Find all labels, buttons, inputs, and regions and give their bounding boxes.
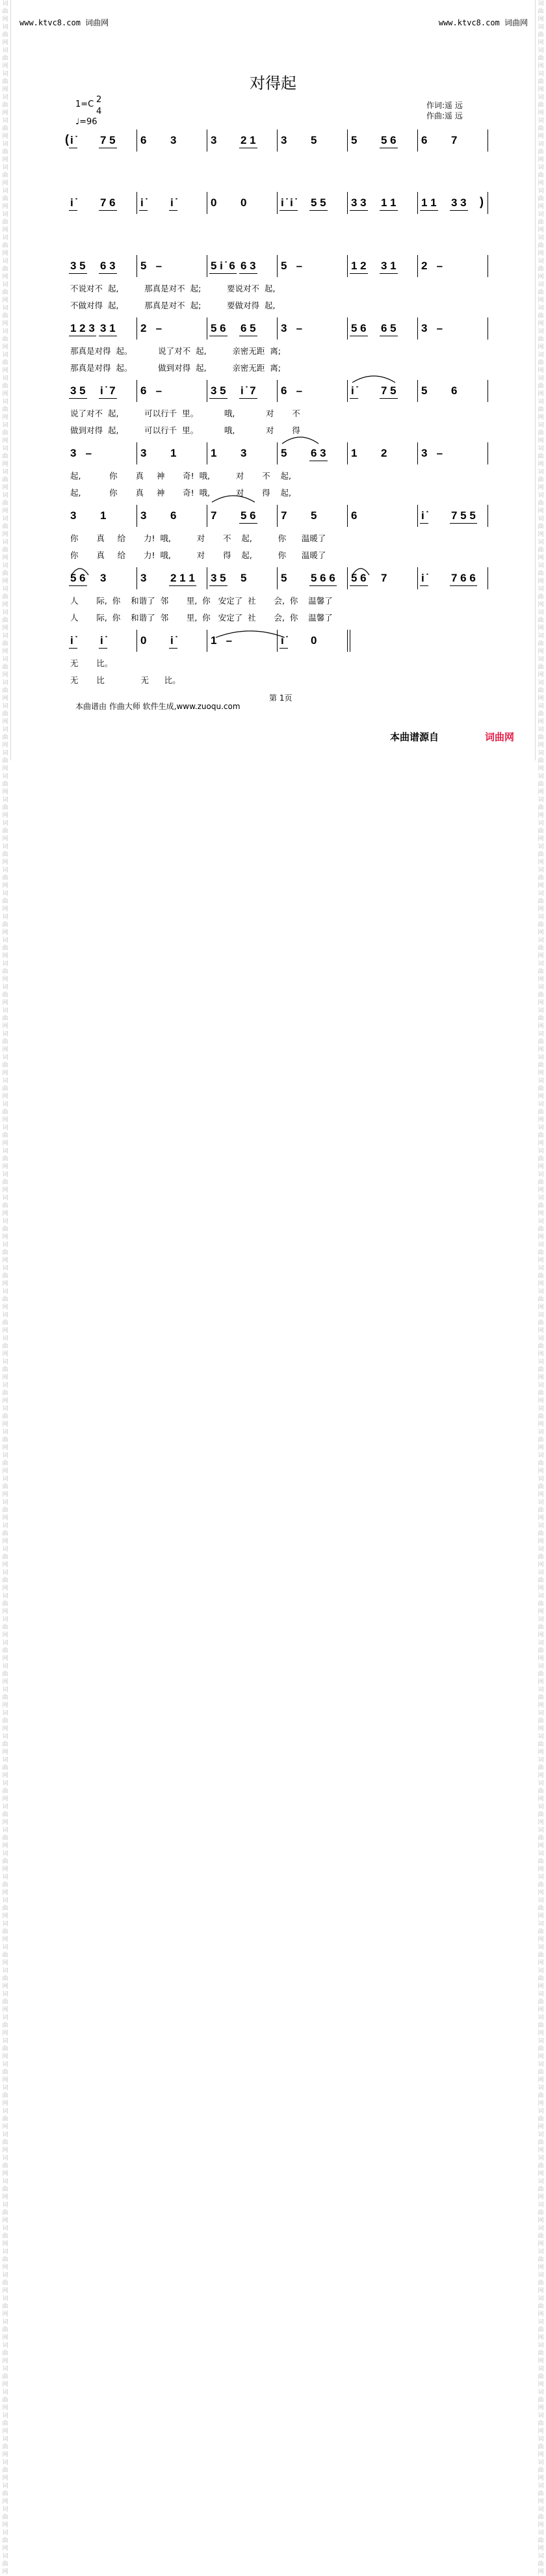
note-group: i ̇: [100, 634, 107, 647]
note-group: 6 3: [240, 260, 256, 272]
lyric-line: 你 真 给 力! 哦, 对 得 起, 你 温暖了: [70, 550, 326, 560]
note-group: 3: [240, 447, 247, 459]
note-group: 6 3: [311, 447, 326, 459]
note-group: 6: [421, 134, 428, 146]
barline: [277, 380, 278, 402]
barline: [347, 380, 348, 402]
barline: [136, 317, 137, 340]
measure: [280, 380, 344, 402]
barline: [417, 129, 418, 152]
measure: [420, 442, 485, 464]
measure: [69, 129, 134, 152]
barline: [136, 255, 137, 277]
note-group: 3: [100, 572, 107, 584]
note-group: 5: [351, 134, 358, 146]
measure: [209, 567, 274, 589]
note-group: i ̇: [70, 196, 77, 209]
note-group: 6: [170, 509, 177, 522]
note-group: 6: [451, 384, 458, 397]
slur-arc: [70, 566, 90, 576]
barline: [277, 317, 278, 340]
slur-arc: [351, 566, 370, 576]
barline: [347, 567, 348, 589]
note-group: 7: [281, 509, 287, 522]
note-group: i ̇ 7: [240, 384, 256, 397]
barline: [417, 567, 418, 589]
note-group: i ̇ 7: [100, 384, 116, 397]
note-group: 3 1: [100, 322, 116, 334]
measure: [209, 505, 274, 527]
barline: [347, 255, 348, 277]
measure: [350, 129, 415, 152]
note-group: 5 i ̇ 6: [211, 260, 235, 272]
note-group: i ̇: [170, 634, 177, 647]
note-group: 0: [211, 196, 217, 209]
note-group: 5: [311, 509, 317, 522]
lyric-line: 说了对不 起, 可以行千 里。 哦, 对 不: [70, 409, 300, 418]
song-title: 对得起: [250, 74, 296, 92]
time-signature-top: 2: [96, 95, 102, 105]
lyric-line: 无 比。: [70, 658, 113, 668]
note-group: 3 3: [451, 196, 467, 209]
note-group: 7 5: [100, 134, 116, 146]
note-group: 1 1: [421, 196, 437, 209]
barline: [277, 505, 278, 527]
barline: [136, 442, 137, 464]
composer-credit: 作曲:遥 远: [426, 111, 463, 120]
barline: [417, 505, 418, 527]
key-signature: 1=C: [75, 100, 94, 109]
measure: [139, 567, 204, 589]
close-paren: ): [480, 195, 484, 208]
measure: [69, 442, 134, 464]
measure: [139, 630, 204, 652]
header-site-left[interactable]: www.ktvc8.com 词曲网: [20, 18, 109, 27]
note-group: 5: [281, 447, 287, 459]
measure: [139, 192, 204, 214]
measure: [209, 129, 274, 152]
measure: [420, 129, 485, 152]
note-group: i ̇: [421, 509, 428, 522]
note-group: 0: [311, 634, 317, 647]
note-group: 5 6: [240, 509, 256, 522]
note-group: 3 5: [211, 572, 226, 584]
source-label: 本曲谱源自: [390, 731, 439, 743]
note-group: 3 3: [351, 196, 367, 209]
note-group: 7: [381, 572, 387, 584]
note-group: i ̇ i ̇: [281, 196, 296, 209]
measure: [139, 255, 204, 277]
barline: [417, 255, 418, 277]
note-group: 5 6 6: [311, 572, 335, 584]
note-group: 7 6 6: [451, 572, 476, 584]
note-group: 5 6: [70, 572, 86, 584]
note-group: i ̇: [170, 196, 177, 209]
measure: [280, 192, 344, 214]
note-group: 3 5: [70, 260, 86, 272]
measure: [69, 380, 134, 402]
measure: [69, 255, 134, 277]
note-group: 1: [100, 509, 107, 522]
note-group: 5 6: [381, 134, 396, 146]
slur-arc: [281, 435, 320, 445]
note-group: 3 5: [211, 384, 226, 397]
note-group: 5: [421, 384, 428, 397]
note-group: 2 –: [140, 322, 162, 334]
note-group: i ̇: [70, 134, 77, 146]
note-group: 7: [211, 509, 217, 522]
brand-link[interactable]: 词曲网: [485, 731, 515, 743]
measure: [420, 255, 485, 277]
barline: [277, 567, 278, 589]
lyric-line: 无 比 无 比。: [70, 675, 181, 685]
note-group: 6 3: [100, 260, 116, 272]
barline: [136, 192, 137, 214]
note-group: 5: [311, 134, 317, 146]
note-group: 1 1: [381, 196, 396, 209]
measure: [209, 317, 274, 340]
note-group: 2 –: [421, 260, 443, 272]
note-group: 5 –: [281, 260, 303, 272]
measure: [280, 630, 344, 652]
note-group: 5 6: [351, 572, 367, 584]
measure: [209, 442, 274, 464]
barline: [136, 505, 137, 527]
note-group: i ̇: [70, 634, 77, 647]
lyric-line: 不说对不 起, 那真是对不 起; 要说对不 起,: [70, 284, 276, 293]
measure: [209, 192, 274, 214]
barline: [277, 192, 278, 214]
barline: [277, 129, 278, 152]
barline: [136, 630, 137, 652]
note-group: 7 5 5: [451, 509, 476, 522]
time-signature-bottom: 4: [96, 107, 102, 116]
note-group: 6 5: [381, 322, 396, 334]
lyric-line: 起, 你 真 神 奇! 哦, 对 不 起,: [70, 471, 292, 481]
barline: [277, 442, 278, 464]
barline: [136, 129, 137, 152]
lyric-line: 不做对得 起, 那真是对不 起; 要做对得 起,: [70, 301, 276, 310]
note-group: 3 –: [421, 447, 443, 459]
measure: [69, 192, 134, 214]
note-group: 3: [281, 134, 287, 146]
note-group: i ̇: [140, 196, 147, 209]
barline: [277, 255, 278, 277]
header-site-right[interactable]: www.ktvc8.com 词曲网: [438, 18, 528, 27]
note-group: 5 5: [311, 196, 326, 209]
note-group: 3 –: [281, 322, 303, 334]
right-watermark-strip: 词曲网词曲网词曲网词曲网词曲网词曲网词曲网词曲网词曲网词曲网词曲网词曲网词曲网词曲网词曲网词曲网词曲网词曲网词曲网词曲网词曲网词曲网词曲网词曲网词曲网词曲网词曲网词曲网词曲网词曲网词曲网词曲网词曲网词曲网词曲网词曲网词曲网词曲网词曲网词曲网词曲网词曲网词曲网词曲网词曲网词曲网词曲网词曲网词曲网词曲网词曲网词曲网词曲网词曲网词曲网词曲网词曲网词曲网词曲网词曲网词曲网词曲网词曲网词曲网词曲网词曲网词曲网词曲网词曲网词曲网词曲网词曲网词曲网词曲网词曲网词曲网词曲网词曲网词曲网词曲网词曲网词曲网词曲网词曲网词曲网词曲网词曲网词曲网词曲网词曲网词曲网词曲网词曲网词曲网词曲网词曲网词曲网词曲网词曲网词曲网词曲网词曲网词曲网词曲网词曲网词曲网词曲网词曲网词曲网词曲网: [535, 0, 546, 760]
note-group: 6 –: [281, 384, 303, 397]
measure: [209, 255, 274, 277]
note-group: 2 1 1: [170, 572, 195, 584]
note-group: 1: [211, 447, 217, 459]
tempo-value: =96: [79, 117, 98, 127]
lyric-line: 那真是对得 起。 做到对得 起, 亲密无距 离;: [70, 363, 281, 373]
note-group: 3 1: [381, 260, 396, 272]
measure: [420, 317, 485, 340]
note-group: 5 6: [211, 322, 226, 334]
note-group: 5 6: [351, 322, 367, 334]
measure: [69, 317, 134, 340]
barline: [136, 380, 137, 402]
measure: [280, 567, 344, 589]
measure: [350, 442, 415, 464]
left-watermark-strip: 词曲网词曲网词曲网词曲网词曲网词曲网词曲网词曲网词曲网词曲网词曲网词曲网词曲网词曲网词曲网词曲网词曲网词曲网词曲网词曲网词曲网词曲网词曲网词曲网词曲网词曲网词曲网词曲网词曲网词曲网词曲网词曲网词曲网词曲网词曲网词曲网词曲网词曲网词曲网词曲网词曲网词曲网词曲网词曲网词曲网词曲网词曲网词曲网词曲网词曲网词曲网词曲网词曲网词曲网词曲网词曲网词曲网词曲网词曲网词曲网词曲网词曲网词曲网词曲网词曲网词曲网词曲网词曲网词曲网词曲网词曲网词曲网词曲网词曲网词曲网词曲网词曲网词曲网词曲网词曲网词曲网词曲网词曲网词曲网词曲网词曲网词曲网词曲网词曲网词曲网词曲网词曲网词曲网词曲网词曲网词曲网词曲网词曲网词曲网词曲网词曲网词曲网词曲网词曲网词曲网词曲网词曲网词曲网词曲网词曲网: [0, 0, 11, 760]
barline: [347, 192, 348, 214]
note-group: 1 2 3: [70, 322, 95, 334]
barline: [417, 442, 418, 464]
barline: [136, 567, 137, 589]
barline: [347, 630, 348, 652]
measure: [350, 317, 415, 340]
measure: [139, 317, 204, 340]
measure: [350, 255, 415, 277]
measure: [139, 129, 204, 152]
note-group: 3: [70, 509, 77, 522]
note-group: 7 5: [381, 384, 396, 397]
measure: [280, 317, 344, 340]
measure: [209, 380, 274, 402]
note-group: 6 –: [140, 384, 162, 397]
note-group: 3: [140, 572, 147, 584]
note-group: 3: [140, 509, 147, 522]
barline: [347, 317, 348, 340]
note-group: 5: [281, 572, 287, 584]
lyric-line: 做到对得 起, 可以行千 里。 哦, 对 得: [70, 425, 300, 435]
note-group: 7: [451, 134, 458, 146]
note-group: 1: [170, 447, 177, 459]
note-group: 3: [140, 447, 147, 459]
measure: [350, 505, 415, 527]
note-group: 0: [240, 196, 247, 209]
barline: [347, 129, 348, 152]
measure: [280, 129, 344, 152]
slur-arc: [214, 628, 286, 639]
note-group: 5 –: [140, 260, 162, 272]
measure: [280, 505, 344, 527]
note-group: i ̇: [281, 634, 287, 647]
note-group: 1 –: [211, 634, 233, 647]
note-group: 3: [211, 134, 217, 146]
note-group: i ̇: [421, 572, 428, 584]
barline: [347, 505, 348, 527]
measure: [139, 505, 204, 527]
note-group: 3 –: [70, 447, 92, 459]
measure: [350, 192, 415, 214]
note-group: 6 5: [240, 322, 256, 334]
measure: [420, 192, 485, 214]
lyric-line: 人 际, 你 和谐了 邻 里, 你 安定了 社 会, 你 温馨了: [70, 613, 333, 623]
measure: [139, 380, 204, 402]
note-group: 3: [170, 134, 177, 146]
measure: [420, 505, 485, 527]
measure: [69, 505, 134, 527]
quarter-note-icon: ♩: [75, 117, 80, 127]
lyric-line: 人 际, 你 和谐了 邻 里, 你 安定了 社 会, 你 温馨了: [70, 596, 333, 606]
generator-credit: 本曲谱由 作曲大师 软件生成,www.zuoqu.com: [75, 702, 240, 711]
note-group: 1: [351, 447, 358, 459]
measure: [420, 380, 485, 402]
note-group: 7 6: [100, 196, 116, 209]
note-group: 0: [140, 634, 147, 647]
measure: [280, 442, 344, 464]
note-group: 3 –: [421, 322, 443, 334]
note-group: 6: [351, 509, 358, 522]
note-group: 2: [381, 447, 387, 459]
open-paren: (: [65, 133, 69, 146]
slur-arc: [211, 493, 256, 503]
lyric-line: 起, 你 真 神 奇! 哦, 对 得 起,: [70, 488, 292, 498]
slur-arc: [351, 373, 396, 384]
page-number: 第 1页: [269, 693, 292, 703]
lyricist-credit: 作词:遥 远: [426, 101, 463, 110]
song-score: [0, 0, 546, 760]
measure: [69, 630, 134, 652]
note-group: 1 2: [351, 260, 367, 272]
note-group: i ̇: [351, 384, 358, 397]
note-group: 2 1: [240, 134, 256, 146]
measure: [420, 567, 485, 589]
note-group: 5: [240, 572, 247, 584]
barline: [417, 380, 418, 402]
measure: [139, 442, 204, 464]
barline: [417, 317, 418, 340]
lyric-line: 那真是对得 起。 说了对不 起, 亲密无距 离;: [70, 346, 281, 356]
note-group: 3 5: [70, 384, 86, 397]
barline: [347, 442, 348, 464]
note-group: 6: [140, 134, 147, 146]
measure: [280, 255, 344, 277]
barline: [417, 192, 418, 214]
lyric-line: 你 真 给 力! 哦, 对 不 起, 你 温暖了: [70, 533, 326, 543]
